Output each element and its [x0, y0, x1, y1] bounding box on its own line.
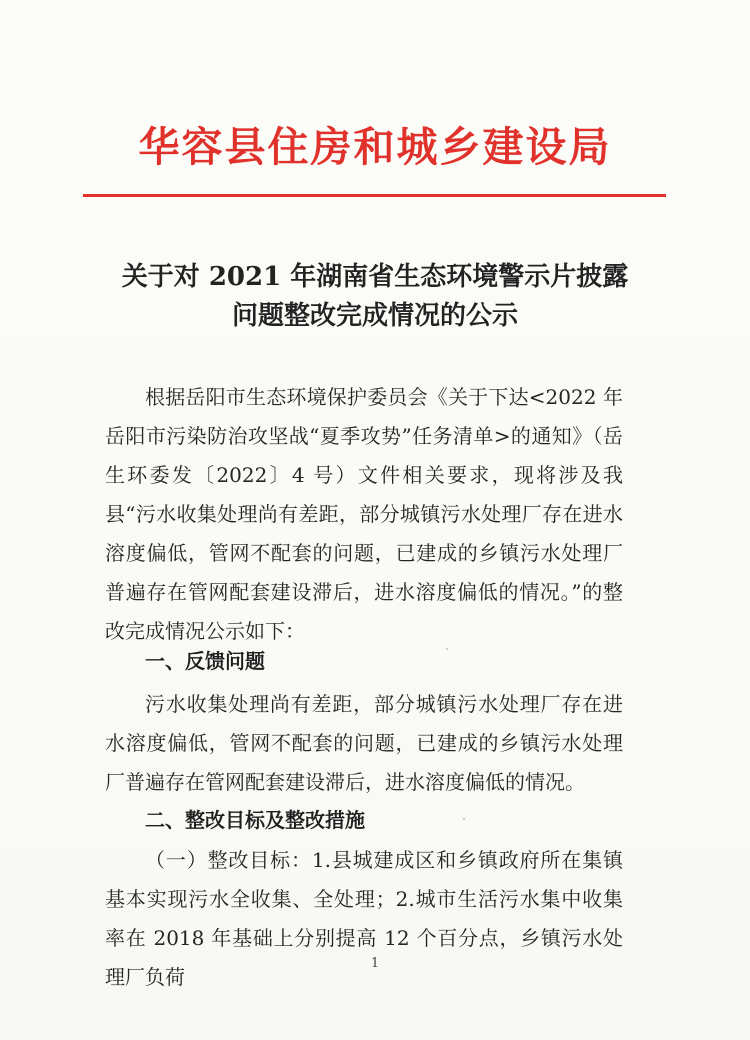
- red-header-rule: [83, 194, 666, 197]
- feedback-issue-paragraph: 污水收集处理尚有差距，部分城镇污水处理厂存在进水溶度偏低，管网不配套的问题，已建成的乡镇污水处理厂普遍存在管网配套建设滞后，进水溶度偏低的情况。: [105, 692, 623, 794]
- issuing-agency-masthead: 华容县住房和城乡建设局: [138, 123, 612, 171]
- scan-speck: [463, 818, 465, 820]
- page-number: 1: [370, 956, 380, 971]
- intro-paragraph: 根据岳阳市生态环境保护委员会《关于下达<2022 年岳阳市污染防治攻坚战“夏季攻势”任务清单>的通知》（岳生环委发〔2022〕4 号）文件相关要求，现将涉及我县“污水收集处理尚有差距，部分城镇污水处理厂存在进水溶度偏低，管网不配套的问题，已建成的乡镇污水处理厂普遍存在管网配套建设滞后，进水溶度偏低的情况。”的整改完成情况公示如下：: [105, 385, 623, 643]
- section-heading-feedback-issue: 一、反馈问题: [145, 648, 265, 673]
- scan-speck: [446, 648, 448, 650]
- rectification-goals-paragraph: （一）整改目标：1.县城建成区和乡镇政府所在集镇基本实现污水全收集、全处理；2.城市生活污水集中收集率在 2018 年基础上分别提高 12 个百分点，乡镇污水处理厂负荷: [105, 848, 623, 989]
- document-title-line-1: 关于对 2021 年湖南省生态环境警示片披露: [121, 262, 629, 293]
- section-heading-rectification-goals: 二、整改目标及整改措施: [145, 807, 365, 832]
- document-title-line-2: 问题整改完成情况的公示: [231, 301, 518, 332]
